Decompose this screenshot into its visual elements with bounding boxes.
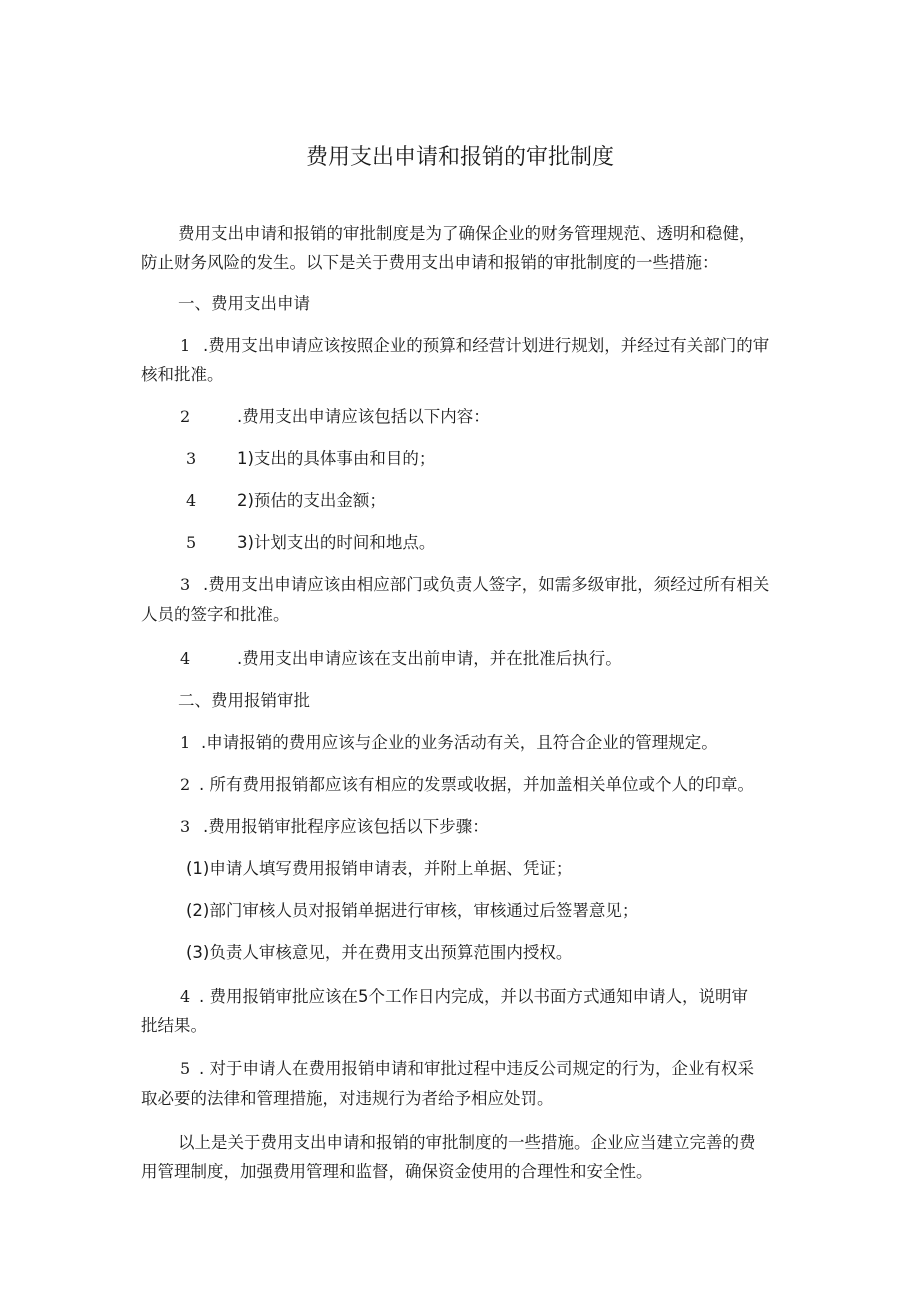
s1-sub3-num: 3 bbox=[186, 449, 197, 468]
intro-line-1: 费用支出申请和报销的审批制度是为了确保企业的财务管理规范、透明和稳健， bbox=[178, 224, 756, 243]
s2-item4-line1: . 费用报销审批应该在5个工作日内完成，并以书面方式通知申请人，说明审 bbox=[199, 987, 748, 1006]
s1-item1-line1: .费用支出申请应该按照企业的预算和经营计划进行规划，并经过有关部门的审 bbox=[203, 336, 770, 355]
s2-item5-line1: . 对于申请人在费用报销申请和审批过程中违反公司规定的行为，企业有权采 bbox=[199, 1059, 754, 1078]
s2-step-2: (2)部门审核人员对报销单据进行审核，审核通过后签署意见； bbox=[186, 901, 639, 920]
intro-line-2: 防止财务风险的发生。以下是关于费用支出申请和报销的审批制度的一些措施： bbox=[141, 253, 719, 272]
s2-item4-num: 4 bbox=[180, 987, 191, 1006]
conclusion-line-1: 以上是关于费用支出申请和报销的审批制度的一些措施。企业应当建立完善的费 bbox=[178, 1133, 756, 1152]
s1-item1-num: 1 bbox=[180, 336, 191, 355]
section-heading-2: 二、费用报销审批 bbox=[178, 691, 310, 710]
s2-item3-num: 3 bbox=[180, 817, 191, 836]
s1-sub5-text: 3)计划支出的时间和地点。 bbox=[237, 533, 436, 552]
s2-item2-text: . 所有费用报销都应该有相应的发票或收据，并加盖相关单位或个人的印章。 bbox=[199, 775, 754, 794]
s1-item3-line1: .费用支出申请应该由相应部门或负责人签字，如需多级审批，须经过所有相关 bbox=[203, 575, 770, 594]
s1-item1-line2: 核和批准。 bbox=[141, 365, 224, 384]
s1-item4-num: 4 bbox=[180, 649, 191, 668]
s1-sub3-text: 1)支出的具体事由和目的； bbox=[237, 449, 436, 468]
s1-item3-line2: 人员的签字和批准。 bbox=[141, 605, 290, 624]
s1-item2-text: .费用支出申请应该包括以下内容： bbox=[237, 407, 490, 426]
s1-item4-text: .费用支出申请应该在支出前申请，并在批准后执行。 bbox=[237, 649, 622, 668]
s1-sub4-num: 4 bbox=[186, 491, 197, 510]
s2-item3-text: .费用报销审批程序应该包括以下步骤： bbox=[203, 817, 489, 836]
page-title: 费用支出申请和报销的审批制度 bbox=[305, 145, 614, 170]
s2-step-1: (1)申请人填写费用报销申请表，并附上单据、凭证； bbox=[186, 859, 573, 878]
s1-item3-num: 3 bbox=[180, 575, 191, 594]
s2-item5-num: 5 bbox=[180, 1059, 191, 1078]
s2-step-3: (3)负责人审核意见，并在费用支出预算范围内授权。 bbox=[186, 943, 573, 962]
section-heading-1: 一、费用支出申请 bbox=[178, 294, 310, 313]
conclusion-line-2: 用管理制度，加强费用管理和监督，确保资金使用的合理性和安全性。 bbox=[141, 1162, 653, 1181]
s2-item1-num: 1 bbox=[180, 733, 191, 752]
s1-sub5-num: 5 bbox=[186, 533, 197, 552]
s1-sub4-text: 2)预估的支出金额； bbox=[237, 491, 386, 510]
s2-item1-text: .申请报销的费用应该与企业的业务活动有关，且符合企业的管理规定。 bbox=[201, 733, 718, 752]
s2-item5-line2: 取必要的法律和管理措施，对违规行为者给予相应处罚。 bbox=[141, 1089, 554, 1108]
s2-item4-line2: 批结果。 bbox=[141, 1016, 207, 1035]
s1-item2-num: 2 bbox=[180, 407, 191, 426]
s2-item2-num: 2 bbox=[180, 775, 191, 794]
